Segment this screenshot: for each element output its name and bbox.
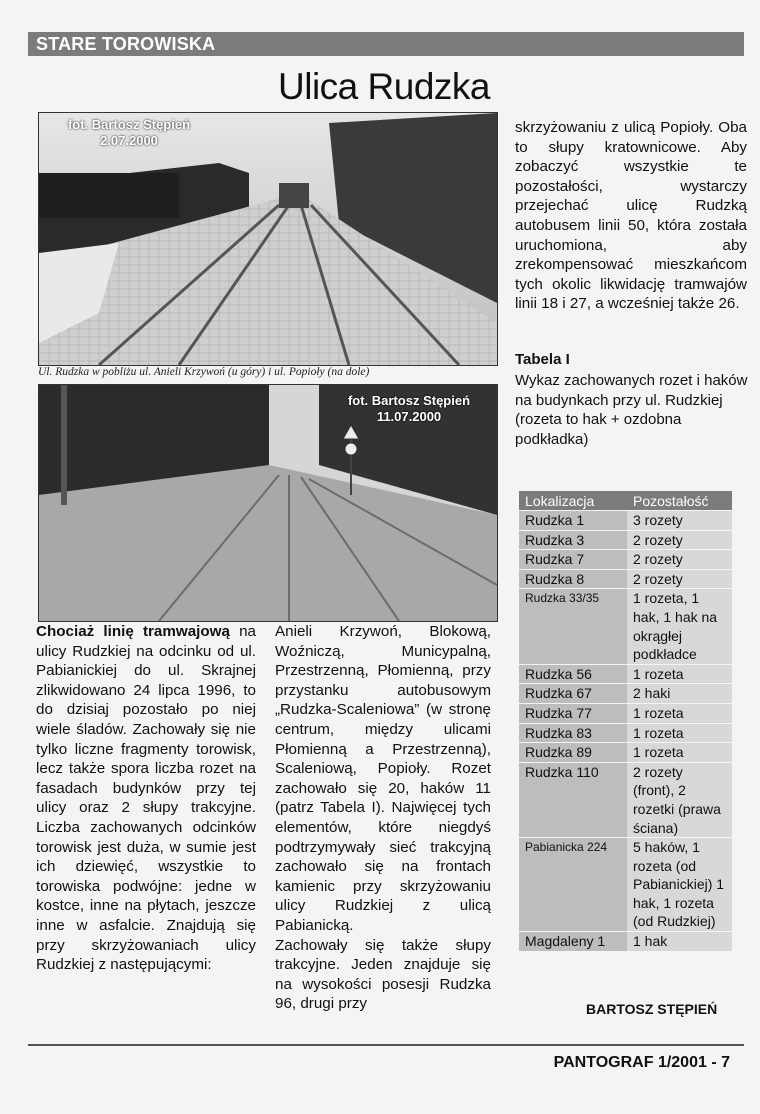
table-cell-location: Rudzka 3 [519, 530, 627, 550]
photo-credit-name: fot. Bartosz Stępień [67, 117, 191, 132]
table-row [519, 550, 732, 570]
table-cell-location: Rudzka 83 [519, 723, 627, 743]
table-cell-remains: 2 rozety [627, 569, 732, 589]
table-cell-remains: 5 haków, 1 rozeta (od Pabianickiej) 1 hak, 1 rozeta (od Rudzkiej) [627, 838, 732, 932]
table-cell-remains: 1 rozeta [627, 664, 732, 684]
table-cell-remains: 2 rozety (front), 2 rozetki (prawa ściana) [627, 762, 732, 837]
table-cell-remains: 2 rozety [627, 530, 732, 550]
table-cell-location: Rudzka 77 [519, 703, 627, 723]
street-photo-graphic [39, 113, 497, 365]
table-row [519, 932, 732, 951]
article-column-2 [275, 622, 491, 1014]
photo-credit-bottom [329, 393, 489, 425]
table-cell-location: Pabianicka 224 [519, 838, 627, 932]
table-cell-remains: 1 rozeta [627, 703, 732, 723]
article-text-1: na ulicy Rudzkiej na odcinku od ul. Pabianickiej do ul. Skrajnej zlikwidowano 24 lipca 1996, to do dzisiaj pozostało po niej wiele śladów. Zachowały się nie tylko liczne fragmenty torowisk, lecz także spora liczba rozet na fasadach budynków przy tej ulicy oraz 2 słupy trakcyjne. Liczba zachowanych odcinków torowisk jest duża, w sumie jest ich dziewięć, wszystkie to torowiska podwójne: jedne w kostce, inne na płytach, jeszcze inne w asfalcie. Znajdują się przy skrzyżowaniach ulicy Rudzkiej z następującymi: [36, 623, 256, 974]
table-row [519, 511, 732, 531]
footer-divider [28, 1044, 744, 1046]
page-footer: PANTOGRAF 1/2001 - 7 [553, 1054, 730, 1071]
table-cell-location: Rudzka 89 [519, 743, 627, 763]
table-cell-remains: 3 rozety [627, 511, 732, 531]
table-header-remains: Pozostałość [627, 491, 732, 511]
table-cell-location: Rudzka 7 [519, 550, 627, 570]
section-header-bar [28, 32, 744, 56]
article-column-3: skrzyżowaniu z ulicą Popioły. Oba to słupy kratownicowe. Aby zobaczyć wszystkie te pozostałości, wystarczy przejechać ulicę Rudzką autobusem linii 50, która została uruchomiona, aby zrekompensować mieszkańcom tych okolic likwidację tramwajów linii 18 i 27, a wcześniej także 26. [515, 119, 747, 313]
table-cell-remains: 2 rozety [627, 550, 732, 570]
table-row [519, 589, 732, 664]
table-cell-location: Magdaleny 1 [519, 932, 627, 951]
table-row [519, 684, 732, 704]
article-text-2b: Zachowały się także słupy trakcyjne. Jeden znajduje się na wysokości posesji Rudzka 96, drugi przy [275, 936, 491, 1013]
tram-track-photo-top [38, 112, 498, 366]
article-column-1 [36, 622, 256, 975]
table-row [519, 723, 732, 743]
article-text-2a: Anieli Krzywoń, Blokową, Woźniczą, Municypalną, Przestrzenną, Płomienną, przy przystanku autobusowym „Rudzka-Scaleniowa” (w stronę centrum, między ulicami Płomienną a Przestrzenną), Scaleniową, Popioły. Rozet zachowało się 20, haków 11 (patrz Tabela I). Najwięcej tych elementów, które niegdyś podtrzymywały sieć trakcyjną zachowało się na frontach kamienic przy skrzyżowaniu ulicy Rudzkiej z ulicą Pabianicką. [275, 623, 491, 934]
article-title: Ulica Rudzka [278, 66, 490, 107]
table-title: Tabela I [515, 351, 570, 368]
photo-credit-date: 2.07.2000 [100, 133, 158, 148]
table-row [519, 703, 732, 723]
table-header-location: Lokalizacja [519, 491, 627, 511]
table-header-row [519, 491, 732, 511]
photo-credit-date: 11.07.2000 [376, 409, 442, 424]
table-row [519, 530, 732, 550]
tram-track-photo-bottom [38, 384, 498, 622]
photo-credit-name: fot. Bartosz Stępień [347, 393, 471, 408]
article-author: BARTOSZ STĘPIEŃ [586, 1001, 718, 1017]
section-label: STARE TOROWISKA [36, 34, 216, 54]
table-row [519, 838, 732, 932]
table-cell-location: Rudzka 33/35 [519, 589, 627, 664]
table-row [519, 762, 732, 837]
table-cell-remains: 1 rozeta [627, 743, 732, 763]
table-row [519, 664, 732, 684]
table-cell-location: Rudzka 8 [519, 569, 627, 589]
table-cell-remains: 2 haki [627, 684, 732, 704]
photo-credit-top [49, 117, 209, 149]
table-cell-location: Rudzka 56 [519, 664, 627, 684]
photo-caption: Ul. Rudzka w pobliżu ul. Anieli Krzywoń (u góry) i ul. Popioły (na dole) [38, 366, 370, 378]
table-cell-location: Rudzka 110 [519, 762, 627, 837]
table-row [519, 569, 732, 589]
table-description: Wykaz zachowanych rozet i haków na budynkach przy ul. Rudzkiej (rozeta to hak + ozdobna podkładka) [515, 372, 748, 448]
table-row [519, 743, 732, 763]
table-cell-location: Rudzka 1 [519, 511, 627, 531]
table-cell-remains: 1 rozeta, 1 hak, 1 hak na okrągłej podkładce [627, 589, 732, 664]
table-cell-remains: 1 hak [627, 932, 732, 951]
table-cell-remains: 1 rozeta [627, 723, 732, 743]
rosettes-table [519, 491, 732, 951]
article-lead: Chociaż linię tramwajową [36, 623, 230, 640]
table-cell-location: Rudzka 67 [519, 684, 627, 704]
